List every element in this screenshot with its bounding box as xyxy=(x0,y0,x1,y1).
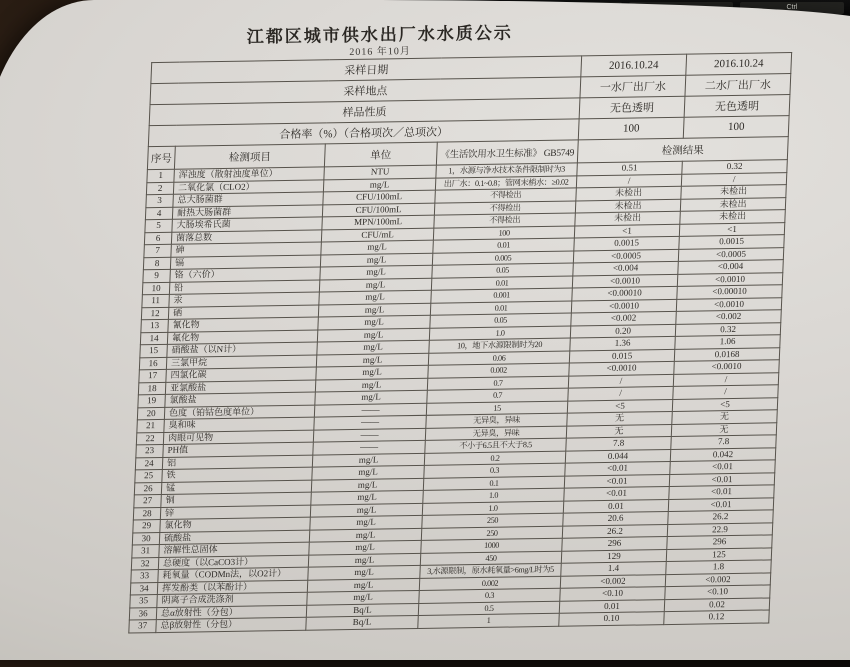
item-name: 氰化物 xyxy=(168,317,318,332)
row-number: 31 xyxy=(132,545,159,558)
item-unit: mg/L xyxy=(317,328,429,342)
result-plant2: / xyxy=(673,372,778,386)
item-name: 挥发酚类（以苯酚计） xyxy=(157,580,307,595)
item-name: 锌 xyxy=(160,505,310,520)
col-header-no: 序号 xyxy=(147,146,175,169)
result-plant1: 0.01 xyxy=(563,499,668,513)
standard-limit: 出厂水：0.1~0.8；管网末梢水：≥0.02 xyxy=(435,175,576,190)
result-plant1: 未检出 xyxy=(575,199,680,213)
item-name: 氟化物 xyxy=(167,330,317,345)
document-subtitle: 2016 年10月 xyxy=(349,46,411,58)
result-plant2: <0.01 xyxy=(669,485,774,499)
item-name: 总α放射性（分包） xyxy=(156,605,306,620)
result-plant1: <0.0010 xyxy=(571,299,676,313)
item-unit: MPN/100mL xyxy=(322,215,434,229)
standard-limit: 不得检出 xyxy=(434,200,575,215)
standard-limit: 无异臭，异味 xyxy=(425,426,566,441)
item-name: 总硬度（以CaCO3计） xyxy=(158,555,308,570)
result-plant1: 20.6 xyxy=(563,512,668,526)
standard-limit: 250 xyxy=(422,513,563,528)
result-plant2: 1.8 xyxy=(666,560,771,574)
result-plant1: <0.0005 xyxy=(573,249,678,263)
item-unit: Bq/L xyxy=(306,603,418,617)
row-number: 3 xyxy=(146,194,173,207)
item-unit: mg/L xyxy=(319,290,431,304)
standard-limit: 0.002 xyxy=(428,363,569,378)
result-plant2: <0.01 xyxy=(669,472,774,486)
standard-limit: 不得检出 xyxy=(434,213,575,228)
item-name: 耗氧量（CODMn法，以O2计） xyxy=(158,567,308,582)
item-unit: mg/L xyxy=(310,515,422,529)
info-value-plant1: 无色透明 xyxy=(579,96,685,119)
item-name: 臭和味 xyxy=(164,417,314,432)
keyboard-ctrl-key: Ctrl xyxy=(740,2,844,14)
info-label: 样品性质 xyxy=(149,98,580,126)
standard-limit: 1，水源与净水技术条件限制时为3 xyxy=(436,163,577,178)
result-plant1: 未检出 xyxy=(576,186,681,200)
item-name: 亚氯酸盐 xyxy=(165,380,315,395)
standard-limit: 100 xyxy=(433,225,574,240)
info-value-plant2: 二水厂出厂水 xyxy=(685,74,791,97)
standard-limit: 0.05 xyxy=(432,263,573,278)
item-name: 色度（铂钴色度单位） xyxy=(164,405,314,420)
row-number: 19 xyxy=(138,394,165,407)
item-name: 铁 xyxy=(162,467,312,482)
result-plant2: 未检出 xyxy=(680,197,785,211)
result-plant1: <0.0010 xyxy=(569,361,674,375)
row-number: 13 xyxy=(141,319,168,332)
result-plant2: 296 xyxy=(667,535,772,549)
result-plant2: / xyxy=(681,172,786,186)
item-unit: CFU/100mL xyxy=(322,203,434,217)
item-name: 硝酸盐（以N计） xyxy=(167,342,317,357)
result-plant2: <0.0010 xyxy=(677,272,782,286)
standard-limit: 0.001 xyxy=(431,288,572,303)
row-number: 32 xyxy=(131,557,158,570)
item-unit: mg/L xyxy=(312,453,424,467)
standard-limit: 1.0 xyxy=(422,501,563,516)
row-number: 36 xyxy=(129,607,156,620)
result-plant2: 未检出 xyxy=(680,210,785,224)
item-name: 菌落总数 xyxy=(171,229,321,244)
col-header-item: 检测项目 xyxy=(174,144,325,169)
standard-limit: 1 xyxy=(418,613,559,628)
item-name: 大肠埃希氏菌 xyxy=(172,217,322,232)
item-name: PH值 xyxy=(163,442,313,457)
item-name: 溶解性总固体 xyxy=(159,542,309,557)
standard-limit: 1.0 xyxy=(429,326,570,341)
row-number: 33 xyxy=(131,570,158,583)
result-plant1: / xyxy=(568,374,673,388)
row-number: 27 xyxy=(134,494,161,507)
result-plant1: 7.8 xyxy=(566,436,671,450)
document-title: 江都区城市供水出厂水水质公示 xyxy=(246,23,513,47)
info-value-plant2: 100 xyxy=(683,116,789,139)
standard-limit: 0.05 xyxy=(430,313,571,328)
item-name: 锰 xyxy=(161,480,311,495)
row-number: 29 xyxy=(133,520,160,533)
info-section xyxy=(147,53,791,170)
item-unit: mg/L xyxy=(320,253,432,267)
item-unit: mg/L xyxy=(309,528,421,542)
item-unit: —— xyxy=(313,440,425,454)
item-name: 阴离子合成洗涤剂 xyxy=(157,592,307,607)
item-unit: mg/L xyxy=(323,178,435,192)
result-plant2: 1.06 xyxy=(675,335,780,349)
result-plant1: 0.10 xyxy=(559,612,664,626)
data-rows-section xyxy=(129,160,788,633)
row-number: 2 xyxy=(146,182,173,195)
result-plant1: / xyxy=(576,174,681,188)
result-plant1: 0.044 xyxy=(565,449,670,463)
result-plant1: <0.01 xyxy=(565,461,670,475)
row-number: 34 xyxy=(130,582,157,595)
result-plant2: 0.32 xyxy=(675,322,780,336)
standard-limit: 无异臭，异味 xyxy=(426,413,567,428)
row-number: 28 xyxy=(133,507,160,520)
item-unit: —— xyxy=(314,403,426,417)
item-unit: mg/L xyxy=(311,490,423,504)
row-number: 21 xyxy=(137,419,164,432)
row-number: 4 xyxy=(145,207,172,220)
standard-limit: 0.06 xyxy=(428,351,569,366)
standard-limit: 不得检出 xyxy=(435,188,576,203)
result-plant1: 1.4 xyxy=(561,562,666,576)
item-name: 肉眼可见物 xyxy=(163,430,313,445)
row-number: 18 xyxy=(138,382,165,395)
result-plant1: 0.0015 xyxy=(574,236,679,250)
item-name: 砷 xyxy=(171,242,321,257)
row-number: 35 xyxy=(130,595,157,608)
result-plant2: <1 xyxy=(679,222,784,236)
result-plant1: <0.004 xyxy=(573,261,678,275)
result-plant2: 0.02 xyxy=(664,597,769,611)
result-plant2: 未检出 xyxy=(681,185,786,199)
item-unit: mg/L xyxy=(310,503,422,517)
standard-limit: 250 xyxy=(421,526,562,541)
info-label: 合格率（%）（合格项次／总项次） xyxy=(148,119,579,147)
standard-limit: 0.7 xyxy=(427,376,568,391)
result-plant2: 26.2 xyxy=(668,510,773,524)
result-plant2: 无 xyxy=(671,422,776,436)
item-unit: mg/L xyxy=(317,340,429,354)
result-plant1: <0.10 xyxy=(560,587,665,601)
result-plant1: / xyxy=(568,386,673,400)
result-plant2: <0.01 xyxy=(670,460,775,474)
row-number: 30 xyxy=(132,532,159,545)
info-value-plant1: 2016.10.24 xyxy=(581,54,687,77)
info-label: 采样日期 xyxy=(151,56,582,84)
result-plant2: <0.0010 xyxy=(676,297,781,311)
result-plant2: 无 xyxy=(672,410,777,424)
result-plant2: 0.32 xyxy=(682,160,787,174)
standard-limit: 0.1 xyxy=(423,476,564,491)
item-name: 耐热大肠菌群 xyxy=(172,204,322,219)
item-name: 镉 xyxy=(170,254,320,269)
item-unit: mg/L xyxy=(321,240,433,254)
item-name: 硫酸盐 xyxy=(159,530,309,545)
result-plant2: <0.004 xyxy=(678,260,783,274)
info-label: 采样地点 xyxy=(150,77,581,105)
result-plant2: <0.10 xyxy=(665,585,770,599)
item-unit: CFU/mL xyxy=(321,228,433,242)
item-unit: mg/L xyxy=(307,590,419,604)
info-value-plant2: 2016.10.24 xyxy=(686,53,792,76)
result-plant2: 0.0168 xyxy=(674,347,779,361)
result-plant1: 0.015 xyxy=(569,349,674,363)
standard-limit: 0.01 xyxy=(433,238,574,253)
standard-limit: 450 xyxy=(420,551,561,566)
item-unit: mg/L xyxy=(307,578,419,592)
row-number: 12 xyxy=(141,307,168,320)
item-name: 总β放射性（分包） xyxy=(156,617,306,632)
result-plant1: 未检出 xyxy=(575,211,680,225)
result-plant1: 1.36 xyxy=(570,336,675,350)
item-name: 氯酸盐 xyxy=(165,392,315,407)
standard-limit: 1.0 xyxy=(423,488,564,503)
item-unit: —— xyxy=(314,415,426,429)
result-plant1: <0.01 xyxy=(564,487,669,501)
standard-limit: 10，地下水源限制时为20 xyxy=(429,338,570,353)
col-header-result: 检测结果 xyxy=(577,137,788,163)
row-number: 16 xyxy=(139,357,166,370)
result-plant2: 0.042 xyxy=(670,447,775,461)
item-unit: NTU xyxy=(324,165,436,179)
item-unit: mg/L xyxy=(318,303,430,317)
row-number: 15 xyxy=(140,344,167,357)
standard-limit: 15 xyxy=(426,401,567,416)
item-name: 四氯化碳 xyxy=(166,367,316,382)
item-name: 铝 xyxy=(162,455,312,470)
item-unit: mg/L xyxy=(319,278,431,292)
result-plant1: 26.2 xyxy=(562,524,667,538)
row-number: 6 xyxy=(144,232,171,245)
item-name: 总大肠菌群 xyxy=(173,192,323,207)
result-plant2: <0.0005 xyxy=(678,247,783,261)
result-plant1: 无 xyxy=(566,424,671,438)
row-number: 37 xyxy=(129,620,156,633)
info-value-plant1: 一水厂出厂水 xyxy=(580,75,686,98)
standard-limit: 0.5 xyxy=(418,601,559,616)
result-plant2: 125 xyxy=(666,547,771,561)
item-unit: mg/L xyxy=(320,265,432,279)
result-plant2: <0.0010 xyxy=(674,360,779,374)
row-number: 1 xyxy=(147,169,174,182)
result-plant1: 129 xyxy=(561,549,666,563)
item-name: 氯化物 xyxy=(160,517,310,532)
standard-limit: 0.2 xyxy=(424,451,565,466)
result-plant2: <0.002 xyxy=(665,572,770,586)
result-plant2: <0.00010 xyxy=(677,285,782,299)
item-name: 铅 xyxy=(169,279,319,294)
col-header-unit: 单位 xyxy=(324,142,437,167)
result-plant1: <0.00010 xyxy=(572,286,677,300)
result-plant1: <1 xyxy=(574,224,679,238)
item-name: 浑浊度（散射浊度单位） xyxy=(174,167,324,182)
item-unit: mg/L xyxy=(311,478,423,492)
item-name: 铬（六价） xyxy=(170,267,320,282)
result-plant1: <0.01 xyxy=(564,474,669,488)
result-plant1: <0.0010 xyxy=(572,274,677,288)
row-number: 8 xyxy=(143,257,170,270)
result-plant1: <0.002 xyxy=(571,311,676,325)
item-name: 汞 xyxy=(169,292,319,307)
row-number: 10 xyxy=(142,282,169,295)
row-number: 7 xyxy=(144,244,171,257)
item-unit: mg/L xyxy=(308,553,420,567)
standard-limit: 3,水源限制，原水耗氧量>6mg/L时为5 xyxy=(420,563,561,578)
item-unit: mg/L xyxy=(315,378,427,392)
item-unit: mg/L xyxy=(316,365,428,379)
item-unit: mg/L xyxy=(318,315,430,329)
result-plant2: 7.8 xyxy=(671,435,776,449)
result-plant1: 0.20 xyxy=(570,324,675,338)
result-plant1: <0.002 xyxy=(560,574,665,588)
item-unit: —— xyxy=(313,428,425,442)
standard-limit: 不小于6.5且不大于8.5 xyxy=(425,438,566,453)
row-number: 14 xyxy=(140,332,167,345)
standard-limit: 0.3 xyxy=(424,463,565,478)
row-number: 25 xyxy=(135,469,162,482)
result-plant1: <5 xyxy=(567,399,672,413)
standard-limit: 0.01 xyxy=(431,276,572,291)
standard-limit: 0.7 xyxy=(427,388,568,403)
row-number: 26 xyxy=(134,482,161,495)
standard-limit: 0.3 xyxy=(419,588,560,603)
standard-limit: 0.002 xyxy=(419,576,560,591)
col-header-standard: 《生活饮用水卫生标准》 GB5749 xyxy=(436,140,578,165)
item-name: 铜 xyxy=(161,492,311,507)
result-plant2: <0.01 xyxy=(668,497,773,511)
result-plant1: 0.01 xyxy=(559,599,664,613)
result-plant2: 0.12 xyxy=(664,610,769,624)
item-name: 硒 xyxy=(168,304,318,319)
info-value-plant1: 100 xyxy=(578,117,684,140)
info-value-plant2: 无色透明 xyxy=(684,95,790,118)
result-plant2: 0.0015 xyxy=(679,235,784,249)
item-name: 三氯甲烷 xyxy=(166,355,316,370)
item-unit: mg/L xyxy=(315,390,427,404)
result-plant1: 无 xyxy=(567,411,672,425)
item-unit: CFU/100mL xyxy=(323,190,435,204)
item-unit: mg/L xyxy=(309,540,421,554)
standard-limit: 0.01 xyxy=(430,301,571,316)
standard-limit: 0.005 xyxy=(432,250,573,265)
result-plant2: <5 xyxy=(672,397,777,411)
item-name: 二氧化氯（CLO2） xyxy=(173,179,323,194)
item-unit: Bq/L xyxy=(306,615,418,629)
row-number: 17 xyxy=(139,369,166,382)
item-unit: mg/L xyxy=(308,565,420,579)
row-number: 5 xyxy=(145,219,172,232)
result-plant1: 0.51 xyxy=(577,161,682,175)
item-unit: mg/L xyxy=(316,353,428,367)
row-number: 24 xyxy=(135,457,162,470)
item-unit: mg/L xyxy=(312,465,424,479)
standard-limit: 1000 xyxy=(421,538,562,553)
row-number: 11 xyxy=(142,294,169,307)
row-number: 23 xyxy=(136,444,163,457)
row-number: 22 xyxy=(136,432,163,445)
row-number: 9 xyxy=(143,269,170,282)
result-plant2: <0.002 xyxy=(676,310,781,324)
result-plant2: / xyxy=(673,385,778,399)
row-number: 20 xyxy=(137,407,164,420)
water-quality-table xyxy=(128,52,791,633)
result-plant1: 296 xyxy=(562,537,667,551)
result-plant2: 22.9 xyxy=(667,522,772,536)
